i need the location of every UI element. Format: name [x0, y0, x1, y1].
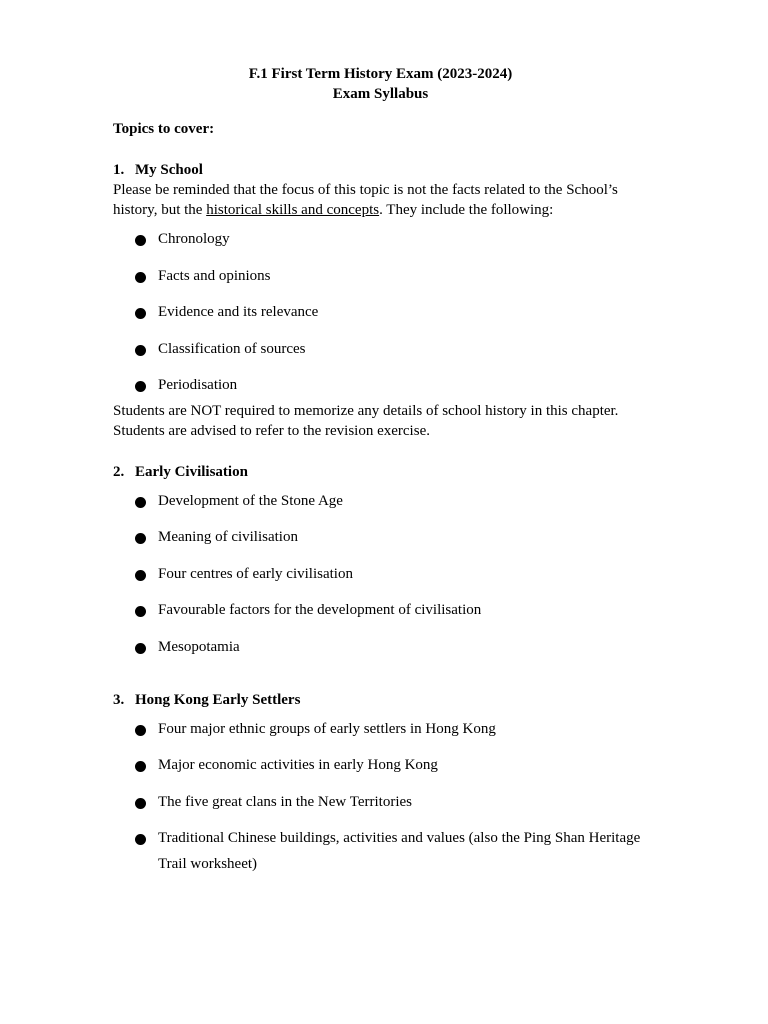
section-hong-kong-early-settlers: [113, 690, 648, 878]
bullet-icon: [135, 226, 158, 246]
bullet-icon: [135, 597, 158, 617]
topics-heading: Topics to cover:: [113, 121, 215, 137]
section-heading: [113, 160, 648, 180]
intro-text: Please be reminded that the focus of this topic is not the facts related to the School’s history, but the: [113, 182, 618, 218]
bullet-icon: [135, 634, 158, 654]
list-item: [135, 825, 648, 877]
list-item-text: Meaning of civilisation: [158, 529, 298, 545]
list-item: [135, 561, 648, 587]
bullet-icon: [135, 488, 158, 508]
section-heading: [113, 690, 648, 710]
bullet-icon: [135, 789, 158, 809]
bullet-icon: [135, 716, 158, 736]
document-title: F.1 First Term History Exam (2023-2024): [248, 66, 513, 82]
bullet-icon: [135, 752, 158, 772]
list-item: [135, 716, 648, 742]
list-item: [135, 336, 648, 362]
list-item: [135, 634, 648, 660]
bullet-icon: [135, 372, 158, 392]
section-title: Hong Kong Early Settlers: [135, 691, 301, 708]
list-item-text: Periodisation: [158, 377, 238, 393]
list-item-text: The five great clans in the New Territories: [158, 793, 412, 810]
bullet-icon: [135, 336, 158, 356]
list-item: [135, 597, 648, 623]
intro-text: . They include the following:: [379, 202, 554, 218]
list-item-text: Facts and opinions: [158, 267, 271, 284]
list-item-text: Evidence and its relevance: [158, 304, 319, 320]
list-item: [135, 372, 648, 398]
bullet-icon: [135, 561, 158, 581]
section-heading: [113, 462, 648, 482]
list-item-text: Four major ethnic groups of early settlers in Hong Kong: [158, 720, 496, 737]
bullet-icon: [135, 524, 158, 544]
section-early-civilisation: [113, 462, 648, 660]
bullet-icon: [135, 299, 158, 319]
underlined-text: historical skills and concepts: [206, 202, 380, 218]
list-item-text: Major economic activities in early Hong Kong: [158, 757, 438, 773]
bullet-list: [113, 226, 648, 398]
list-item: [135, 299, 648, 325]
list-item-text: Favourable factors for the development of civilisation: [158, 602, 482, 618]
list-item: [135, 226, 648, 252]
list-item: [135, 263, 648, 289]
list-item-text: Traditional Chinese buildings, activities and values (also the Ping Shan Heritage Trail worksheet): [158, 830, 641, 872]
list-item: [135, 752, 648, 778]
list-item: [135, 789, 648, 815]
list-item-text: Classification of sources: [158, 340, 306, 357]
section-number: 3.: [113, 691, 125, 708]
section-number: 1.: [113, 162, 125, 178]
list-item-text: Chronology: [158, 231, 230, 247]
bullet-icon: [135, 263, 158, 283]
list-item-text: Mesopotamia: [158, 638, 240, 655]
section-intro: [113, 180, 648, 220]
list-item-text: Development of the Stone Age: [158, 492, 343, 509]
section-number: 2.: [113, 463, 125, 480]
list-item: [135, 488, 648, 514]
section-note: Students are NOT required to memorize any details of school history in this chapter. Students are advised to refer to the revision exercise.: [113, 402, 619, 439]
document-subtitle: Exam Syllabus: [332, 86, 429, 102]
list-item: [135, 524, 648, 550]
bullet-icon: [135, 825, 158, 845]
bullet-list: [113, 488, 648, 660]
list-item-text: Four centres of early civilisation: [158, 565, 353, 582]
section-my-school: [113, 160, 648, 441]
section-title: Early Civilisation: [135, 463, 248, 480]
section-title: My School: [135, 162, 203, 178]
bullet-list: [113, 716, 648, 878]
